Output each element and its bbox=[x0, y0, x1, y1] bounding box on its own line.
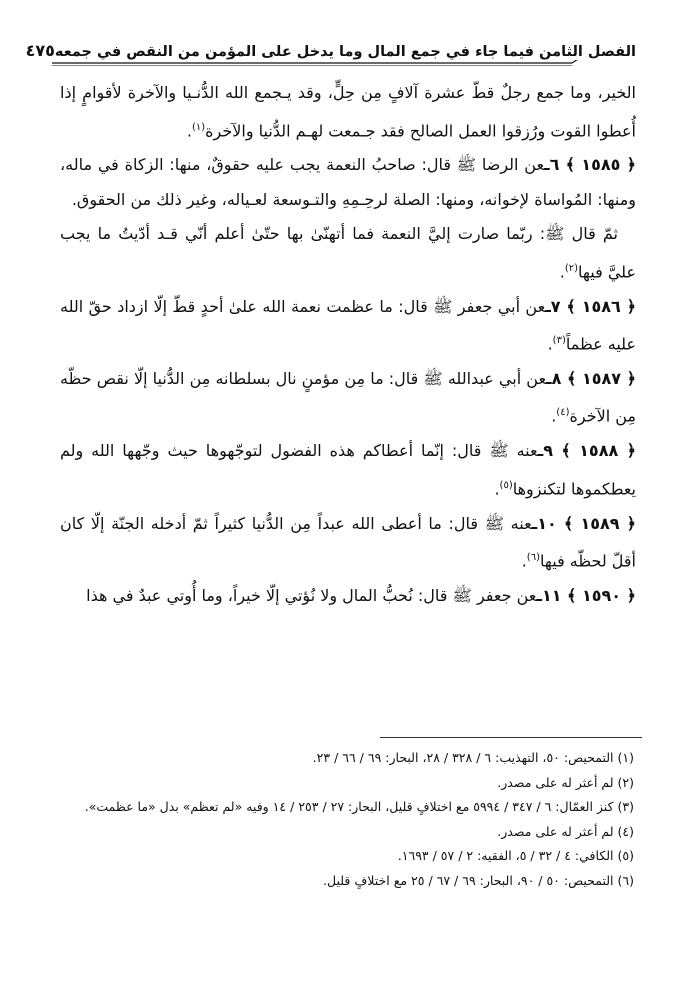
footnotes bbox=[60, 746, 634, 893]
footnote-ref: (٢) bbox=[564, 262, 578, 274]
footnote: (٥) الكافي: ٤ / ٣٢ / ٥، الفقيه: ٢ / ٥٧ / ١٦٩٣. bbox=[397, 848, 634, 863]
header-rule bbox=[52, 60, 642, 66]
footnote: (١) التمحيص: ٥٠، التهذيب: ٦ / ٣٢٨ / ٢٨، البحار: ٦٩ / ٦٦ / ٢٣. bbox=[312, 750, 634, 765]
paragraph: ﴿ ١٥٨٥ ﴾ ٦ـعن الرضا ﷺ قال: صاحبُ النعمة يجب عليه حقوقٌ، منها: الزكاة في ماله، ومنها: المُواساة لإخوانه، ومنها: الصلة لرحِـمِهِ والتـوسعة لعـياله، وغير ذلك من الحقوق. bbox=[60, 155, 636, 209]
footnote: (٤) لم أعثر له على مصدر. bbox=[497, 823, 634, 839]
chapter-title: الفصل الثامن فيما جاء في جمع المال وما يدخل على المؤمن من النقص في جمعه bbox=[54, 44, 636, 60]
footnote-ref: (٣) bbox=[552, 335, 566, 347]
paragraph: ﴿ ١٥٨٧ ﴾ ٨ـعن أبي عبدالله ﷺ قال: ما مِن مؤمنٍ نال بسلطانه مِن الدُّنيا إلّا نقص حظّه مِن الآخرة$^{(٤)}$. bbox=[60, 368, 636, 426]
page-number: ٤٧٥ bbox=[25, 41, 55, 60]
body-text bbox=[60, 76, 636, 613]
footnote: (٦) التمحيص: ٥٠ / ٩٠، البحار: ٦٩ / ٦٧ / ٢٥ مع اختلافٍ قليل. bbox=[323, 872, 634, 888]
page-header bbox=[25, 30, 636, 64]
paragraph: ﴿ ١٥٨٩ ﴾ ١٠ـعنه ﷺ قال: ما أعطى الله عبداً مِن الدُّنيا كثيراً ثمّ أدخله الجنّة إلّا كان أقلّ لحظّه فيها$^{(٦)}$. bbox=[60, 513, 637, 571]
footnote-ref: (٤) bbox=[556, 407, 570, 419]
footnote: (٣) كنز العمّال: ٦ / ٣٤٧ / ٥٩٩٤ مع اختلافٍ قليل، البحار: ٢٧ / ٢٥٣ / ١٤ وفيه «لم تعظم» بدل «ما عظمت». bbox=[84, 799, 634, 814]
footnote-ref: (٥) bbox=[499, 479, 513, 491]
paragraph: ﴿ ١٥٨٨ ﴾ ٩ـعنه ﷺ قال: إنّما أعطاكم هذه الفضول لتوجّهوها حيث وجّهها الله ولم يعطكموها لتكنزوها$^{(٥)}$. bbox=[60, 441, 636, 499]
paragraph: الخير، وما جمع رجلٌ قطّ عشرة آلافٍ مِن حِلٍّ، وقد يـجمع الله الدُّنـيا والآخرة لأقوامٍ إذا أُعطوا القوت ورُزقوا العمل الصالح فقد جـمعت لهـم الدُّنيا والآخرة$^{(١)}$. bbox=[60, 83, 636, 140]
paragraph: ﴿ ١٥٨٦ ﴾ ٧ـعن أبي جعفر ﷺ قال: ما عظمت نعمة الله علىٰ أحدٍ قطّ إلّا ازداد حقّ الله عليه عظماً$^{(٣)}$. bbox=[60, 296, 637, 354]
footnote-ref: (١) bbox=[191, 121, 206, 133]
footnote-ref: (٦) bbox=[526, 552, 540, 564]
footnote-separator bbox=[380, 737, 642, 738]
paragraph: ثمّ قال ﷺ: ربّما صارت إليَّ النعمة فما أتهنّىٰ بها حتّىٰ أعلم أنّي قـد أدّيتُ ما يجب عليَّ فيها$^{(٢)}$. bbox=[60, 224, 636, 282]
footnote: (٢) لم أعثر له على مصدر. bbox=[497, 774, 634, 790]
paragraph: ﴿ ١٥٩٠ ﴾ ١١ـعن جعفر ﷺ قال: نُحبُّ المال ولا نُؤتي إلّا خيراً، وما أُوتي عبدٌ في هذا bbox=[86, 585, 636, 605]
